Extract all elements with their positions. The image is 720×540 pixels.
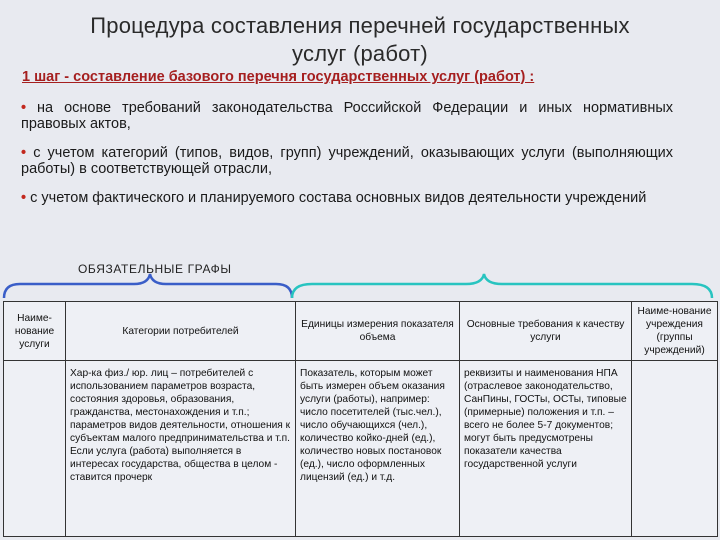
bullet-text: с учетом фактического и планируемого состава основных видов деятельности учреждений: [26, 190, 647, 206]
bullet-marker: •: [21, 145, 27, 161]
bullet-marker: •: [21, 100, 27, 116]
bullet-text: с учетом категорий (типов, видов, групп) учреждений, оказывающих услуги (выполняющих работы) в соответствующей отрасли,: [21, 145, 673, 177]
cell-institution-name: [632, 361, 718, 537]
title-line-1: Процедура составления перечней государственных: [90, 13, 630, 38]
mandatory-brace: [4, 274, 292, 298]
step-heading: 1 шаг - составление базового перечня государственных услуг (работ) :: [22, 69, 535, 85]
header-institution-name: Наиме-нование учреждения (группы учреждений): [632, 302, 718, 361]
services-table: [3, 301, 718, 537]
cell-quality-requirements: реквизиты и наименования НПА (отраслевое законодательство, СанПины, ГОСТы, ОСТы, типовые (примерные) положения и т.п. – всего не более 5-7 документов; могут быть предусмотрены показатели качества государственной услуги: [460, 361, 632, 537]
mandatory-columns-label: ОБЯЗАТЕЛЬНЫЕ ГРАФЫ: [78, 262, 232, 276]
bullet-marker: •: [21, 190, 27, 206]
header-consumer-categories: Категории потребителей: [66, 302, 296, 361]
cell-volume-units: Показатель, которым может быть измерен объем оказания услуги (работы), например: число посетителей (тыс.чел.), число обучающихся (чел.), количество койко-дней (ед.), количество новых постановок (ед.), число оформленных лицензий (ед.) и т.д.: [296, 361, 460, 537]
header-service-name: Наиме-нование услуги: [4, 302, 66, 361]
header-volume-units: Единицы измерения показателя объема: [296, 302, 460, 361]
header-quality-requirements: Основные требования к качеству услуги: [460, 302, 632, 361]
cell-consumer-categories: Хар-ка физ./ юр. лиц – потребителей с использованием параметров возраста, состояния здоровья, образования, гражданства, местонахождения и т.п.; параметров видов деятельности, отношения к субъектам малого предпринимательства и т.п. Если услуга (работа) выполняется в интересах государства, общества в целом - ставится прочерк: [66, 361, 296, 537]
cell-service-name: [4, 361, 66, 537]
table-row: [4, 361, 718, 537]
title-line-2: услуг (работ): [292, 41, 428, 66]
table-header-row: [4, 302, 718, 361]
optional-brace: [292, 274, 712, 298]
bullet-text: на основе требований законодательства Российской Федерации и иных нормативных правовых актов,: [21, 100, 673, 132]
